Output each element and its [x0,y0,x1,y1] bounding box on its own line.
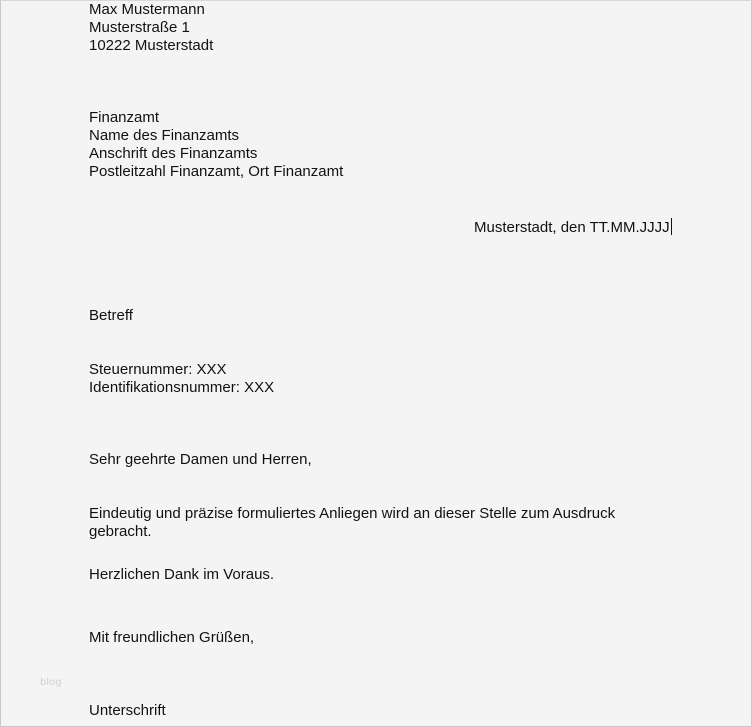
text-cursor [671,218,672,235]
recipient-line-3: Anschrift des Finanzamts [89,145,258,162]
sender-name: Max Mustermann [89,1,205,18]
body-line-2: gebracht. [89,523,152,540]
recipient-line-1: Finanzamt [89,109,160,126]
salutation-line: Sehr geehrte Damen und Herren, [89,451,312,468]
recipient-line-4: Postleitzahl Finanzamt, Ort Finanzamt [89,163,344,180]
date-line[interactable] [474,218,672,237]
date-text: Musterstadt, den TT.MM.JJJJ [474,219,670,236]
body-line-1: Eindeutig und präzise formuliertes Anliegen wird an dieser Stelle zum Ausdruck [89,505,616,522]
sender-city: 10222 Musterstadt [89,37,214,54]
thanks-line: Herzlichen Dank im Voraus. [89,566,275,583]
id-number-line: Identifikationsnummer: XXX [89,379,275,396]
signature-line: Unterschrift [89,702,166,719]
closing-line: Mit freundlichen Grüßen, [89,629,255,646]
tax-number-line: Steuernummer: XXX [89,361,227,378]
recipient-line-2: Name des Finanzamts [89,127,240,144]
subject-line: Betreff [89,307,133,324]
watermark-text: blog [40,677,62,688]
sender-street: Musterstraße 1 [89,19,190,36]
